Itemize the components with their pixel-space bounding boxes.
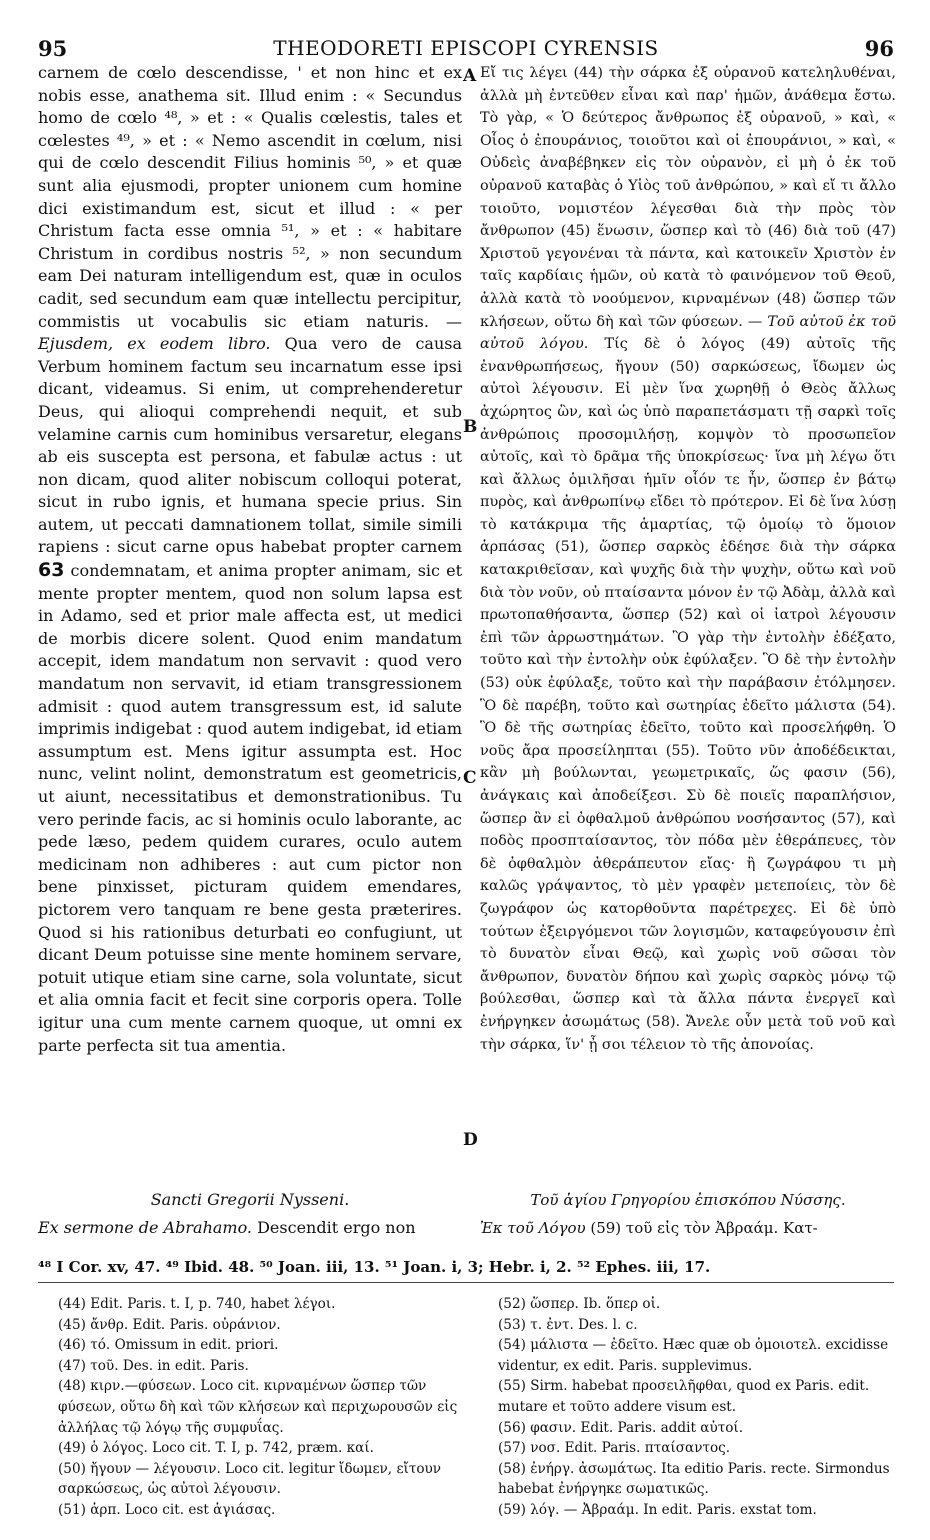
- footnote-divider: [38, 1282, 894, 1283]
- footnote: (53) τ. ἐντ. Des. l. c.: [498, 1316, 638, 1333]
- footnote: (48) κιρν.—φύσεων. Loco cit. κιρναμένων ὥσπερ τῶν φύσεων, οὕτω δὴ καὶ τῶν κλήσεων καὶ περιχωρουσῶν εἰς ἀλλήλας τῷ λόγῳ τῆς συμφυΐας.: [58, 1378, 458, 1436]
- greek-rubric: Τοῦ αὐτοῦ ἐκ τοῦ αὐτοῦ λόγου.: [480, 313, 896, 353]
- greek-column: [480, 62, 896, 1056]
- greek-section-title: Τοῦ ἁγίου Γρηγορίου ἐπισκόπου Νύσσης.: [530, 1191, 846, 1209]
- footnote: (57) νοσ. Edit. Paris. πταίσαντος.: [498, 1440, 731, 1457]
- margin-marker-a: A: [463, 66, 477, 86]
- footnote: (51) ἁρπ. Loco cit. est ἁγιάσας.: [58, 1501, 276, 1518]
- footnote: (47) τοῦ. Des. in edit. Paris.: [58, 1357, 249, 1374]
- latin-section-title: Sancti Gregorii Nysseni.: [150, 1190, 350, 1209]
- footnote: (56) φασιν. Edit. Paris. addit αὐτοί.: [498, 1419, 744, 1436]
- latin-section-source: Ex sermone de Abrahamo.: [38, 1218, 253, 1237]
- page-header: [38, 36, 894, 62]
- footnote: (44) Edit. Paris. t. I, p. 740, habet λέγοι.: [58, 1296, 336, 1312]
- latin-rubric: Ejusdem, ex eodem libro.: [38, 334, 271, 354]
- latin-text-part1: carnem de cœlo descendisse, ' et non hinc et ex nobis esse, anathema sit. Illud enim : « Secundus homo de cœlo ⁴⁸, » et : « Qualis cœlestis, tales et cœlestes ⁴⁹, » et : « Nemo ascendit in cœlum, nisi qui de cœlo descendit Filius hominis ⁵⁰, » et quæ sunt alia ejusmodi, propter unionem cum homine dici existimandum est, sicut et illud : « per Christum facta esse omnia ⁵¹, » et : « habitare Christum in cordibus nostris ⁵², » non secundum eam Dei naturam intelligendum est, quæ in oculos cadit, sed secundum eam quæ intellectu percipitur, commistis ut vocabulis sic etiam naturis. —: [38, 63, 462, 331]
- footnotes-right: [498, 1294, 896, 1521]
- footnote: (49) ὁ λόγος. Loco cit. T. I, p. 742, præm. καί.: [58, 1440, 374, 1457]
- latin-text-part3: condemnatam, et anima propter animam, sic et mente propter mentem, quod non solum lapsa est in Adamo, sed et prior male affecta est, ut medici de morbis dicere solent. Quod enim mandatum accepit, idem mandatum non servavit : quod vero mandatum non servavit, id etiam transgressionem admisit : quod autem transgressum est, id salute imprimis indigebat : quod autem indigebat, id etiam assumptum est. Mens igitur assumpta est. Hoc nunc, velint nolint, demonstratum est geometricis, ut aiunt, necessitatibus et demonstrationibus. Tu vero perinde facis, ac si hominis oculo laborante, ac pede læso, pedem quidem curares, oculo autem medicinam non adhiberes : aut cum pictor non bene pinxisset, picturam quidem emendares, pictorem vero tanquam re bene gesta præterires. Quod si his rationibus deturbati eo confugiunt, ut dicant Deum potuisse sine mente hominem servare, potuit utique etiam sine carne, sola voluntate, sicut et alia omnia facit et fecit sine corporis opera. Tolle igitur una cum mente carnem quoque, ut omni ex parte perfecta sit tua amentia.: [38, 561, 462, 1055]
- footnote: (45) ἄνθρ. Edit. Paris. οὐράνιον.: [58, 1316, 281, 1333]
- greek-section-source: Ἐκ τοῦ Λόγου: [480, 1219, 586, 1237]
- column-number-63: 63: [38, 559, 65, 582]
- greek-section-line: [480, 1215, 896, 1241]
- margin-marker-d: D: [463, 1130, 478, 1150]
- footnote: (46) τό. Omissum in edit. priori.: [58, 1337, 279, 1354]
- page-number-right: 96: [864, 36, 894, 61]
- latin-section-line: [38, 1215, 462, 1241]
- margin-marker-b: B: [463, 417, 478, 437]
- greek-section-text: (59) τοῦ εἰς τὸν Ἀβραάμ. Κατ-: [585, 1219, 818, 1237]
- greek-text-part1: Εἴ τις λέγει (44) τὴν σάρκα ἐξ οὐρανοῦ κατεληλυθέναι, ἀλλὰ μὴ ἐντεῦθεν εἶναι καὶ παρ' ἡμῶν, ἀνάθεμα ἔστω. Τὸ γὰρ, « Ὁ δεύτερος ἄνθρωπος ἐξ οὐρανοῦ, » καὶ, « Οἷος ὁ ἐπουράνιος, τοιοῦτοι καὶ οἱ ἐπουράνιοι, » καὶ, « Οὐδεὶς ἀναβέβηκεν εἰς τὸν οὐρανὸν, εἰ μὴ ὁ ἐκ τοῦ οὐρανοῦ καταβὰς ὁ Υἱὸς τοῦ ἀνθρώπου, » καὶ εἴ τι ἄλλο τοιοῦτο, νομιστέον λέγεσθαι διὰ τὴν πρὸς τὸν ἄνθρωπον (45) ἕνωσιν, ὥσπερ καὶ τὸ (46) διὰ τοῦ (47) Χριστοῦ γεγονέναι τὰ πάντα, καὶ κατοικεῖν Χριστὸν ἐν ταῖς καρδίαις ἡμῶν, οὐ κατὰ τὸ φαινόμενον τοῦ Θεοῦ, ἀλλὰ κατὰ τὸ νοούμενον, κιρναμένων (48) ὥσπερ τῶν κλήσεων, οὕτω δὴ καὶ τῶν φύσεων. —: [480, 65, 896, 330]
- footnotes-left: [58, 1294, 466, 1521]
- latin-text-part2: Qua vero de causa Verbum hominem factum seu incarnatum esse ipsi dicant, videamus. Si enim, ut comprehenderetur Deus, qui alioqui comprehendi nequit, et sub velamine carnis cum hominibus versaretur, elegans ab eis suscepta est persona, et fabulæ actus : ut non dicam, quod aliter nobiscum colloqui poterat, sicut in rubo ignis, et humana specie prius. Sin autem, ut peccati damnationem tollat, simile simili rapiens : sicut carne opus habebat propter carnem: [38, 334, 462, 557]
- latin-section-text: Descendit ergo non: [252, 1218, 416, 1237]
- greek-text-part2: Τίς δὲ ὁ λόγος (49) αὐτοῖς τῆς ἐνανθρωπήσεως, ἤγουν (50) σαρκώσεως, ἴδωμεν ὡς αὐτοὶ λέγουσιν. Εἰ μὲν ἵνα χωρηθῇ ὁ Θεὸς ἄλλως ἀχώρητος ὢν, καὶ ὡς ὑπὸ παραπετάσματι τῇ σαρκὶ τοῖς ἀνθρώποις προσομιλήσῃ, κομψὸν τὸ προσωπεῖον αὐτοῖς, καὶ τὸ δρᾶμα τῆς ὑποκρίσεως· ἵνα μὴ λέγω ὅτι καὶ ἄλλως ὁμιλῆσαι ἡμῖν οἷόν τε ἦν, ὥσπερ ἐν βάτῳ πυρὸς, καὶ ἀνθρωπίνῳ εἴδει τὸ πρότερον. Εἰ δὲ ἵνα λύσῃ τὸ κατάκριμα τῆς ἁμαρτίας, τῷ ὁμοίῳ τὸ ὅμοιον ἁρπάσας (51), ὥσπερ σαρκὸς ἐδέησε διὰ τὴν σάρκα κατακριθεῖσαν, καὶ ψυχῆς διὰ τὴν ψυχὴν, οὕτω καὶ νοῦ διὰ τὸν νοῦν, οὐ πταίσαντα μόνον ἐν τῷ Ἀδὰμ, ἀλλὰ καὶ πρωτοπαθήσαντα, ὥσπερ (52) καὶ οἱ ἰατροὶ λέγουσιν ἐπὶ τῶν ἀρρωστημάτων. Ὃ γὰρ τὴν ἐντολὴν ἐδέξατο, τοῦτο καὶ τὴν ἐντολὴν οὐκ ἐφύλαξεν. Ὃ δὲ τὴν ἐντολὴν (53) οὐκ ἐφύλαξε, τοῦτο καὶ τὴν παράβασιν ἐτόλμησεν. Ὃ δὲ παρέβη, τοῦτο καὶ σωτηρίας ἐδεῖτο μάλιστα (54). Ὃ δὲ τῆς σωτηρίας ἐδεῖτο, τοῦτο καὶ προσελήφθη. Ὁ νοῦς ἄρα προσείληπται (55). Τοῦτο νῦν ἀποδέδεικται, κἂν μὴ βούλωνται, γεωμετρικαῖς, ὥς φασιν (56), ἀνάγκαις καὶ ἀποδείξεσι. Σὺ δὲ ποιεῖς παραπλήσιον, ὥσπερ ἂν εἰ ὀφθαλμοῦ ἀνθρώπου νοσήσαντος (57), καὶ ποδὸς προσπταίσαντος, τὸν πόδα μὲν ἐθεράπευες, τὸν δὲ ὀφθαλμὸν ἀθεράπευτον εἴας· ἢ ζωγράφου τι μὴ καλῶς γράψαντος, τὸ μὲν γραφὲν μετεποίεις, τὸν δὲ ζωγράφον ὡς κατορθοῦντα παρέτρεχες. Εἰ δὲ ὑπὸ τούτων ἐξειργόμενοι τῶν λογισμῶν, καταφεύγουσιν ἐπὶ τὸ δυνατὸν εἶναι Θεῷ, καὶ χωρὶς νοῦ σῶσαι τὸν ἄνθρωπον, δυνατὸν δήπου καὶ χωρὶς σαρκὸς μόνῳ τῷ βούλεσθαι, ὥσπερ καὶ τὰ ἄλλα πάντα ἐνεργεῖ καὶ ἐνήργηκεν ἀσωμάτως (58). Ἄνελε οὖν μετὰ τοῦ νοῦ καὶ τὴν σάρκα, ἵν' ᾖ σοι τέλειον τὸ τῆς ἀπονοίας.: [480, 336, 896, 1053]
- latin-text: [38, 62, 462, 1057]
- footnote: (52) ὥσπερ. Ib. ὅπερ οἱ.: [498, 1296, 661, 1312]
- footnote: (54) μάλιστα — ἐδεῖτο. Hæc quæ ob ὁμοιοτελ. excidisse videntur, ex edit. Paris. supplevimus.: [498, 1337, 889, 1374]
- footnote: (59) λόγ. — Ἀβραάμ. In edit. Paris. exstat tom.: [498, 1501, 817, 1518]
- running-title: THEODORETI EPISCOPI CYRENSIS: [273, 36, 659, 60]
- greek-text: [480, 62, 896, 1056]
- footnote: (50) ἤγουν — λέγουσιν. Loco cit. legitur ἴδωμεν, εἴτουν σαρκώσεως, ὡς αὐτοὶ λέγουσιν.: [58, 1460, 442, 1498]
- scripture-references: ⁴⁸ I Cor. xv, 47. ⁴⁹ Ibid. 48. ⁵⁰ Joan. iii, 13. ⁵¹ Joan. i, 3; Hebr. i, 2. ⁵² Ephes. iii, 17.: [38, 1258, 711, 1276]
- page-number-left: 95: [38, 36, 68, 61]
- margin-marker-c: C: [463, 768, 477, 788]
- latin-column: [38, 62, 462, 1057]
- footnote: (55) Sirm. habebat προσειλῆφθαι, quod ex Paris. edit. mutare et τοῦτο addere visum est.: [498, 1378, 870, 1415]
- footnote: (58) ἐνήργ. ἀσωμάτως. Ita editio Paris. recte. Sirmondus habebat ἐνήργηκε σωματικῶς.: [498, 1460, 890, 1498]
